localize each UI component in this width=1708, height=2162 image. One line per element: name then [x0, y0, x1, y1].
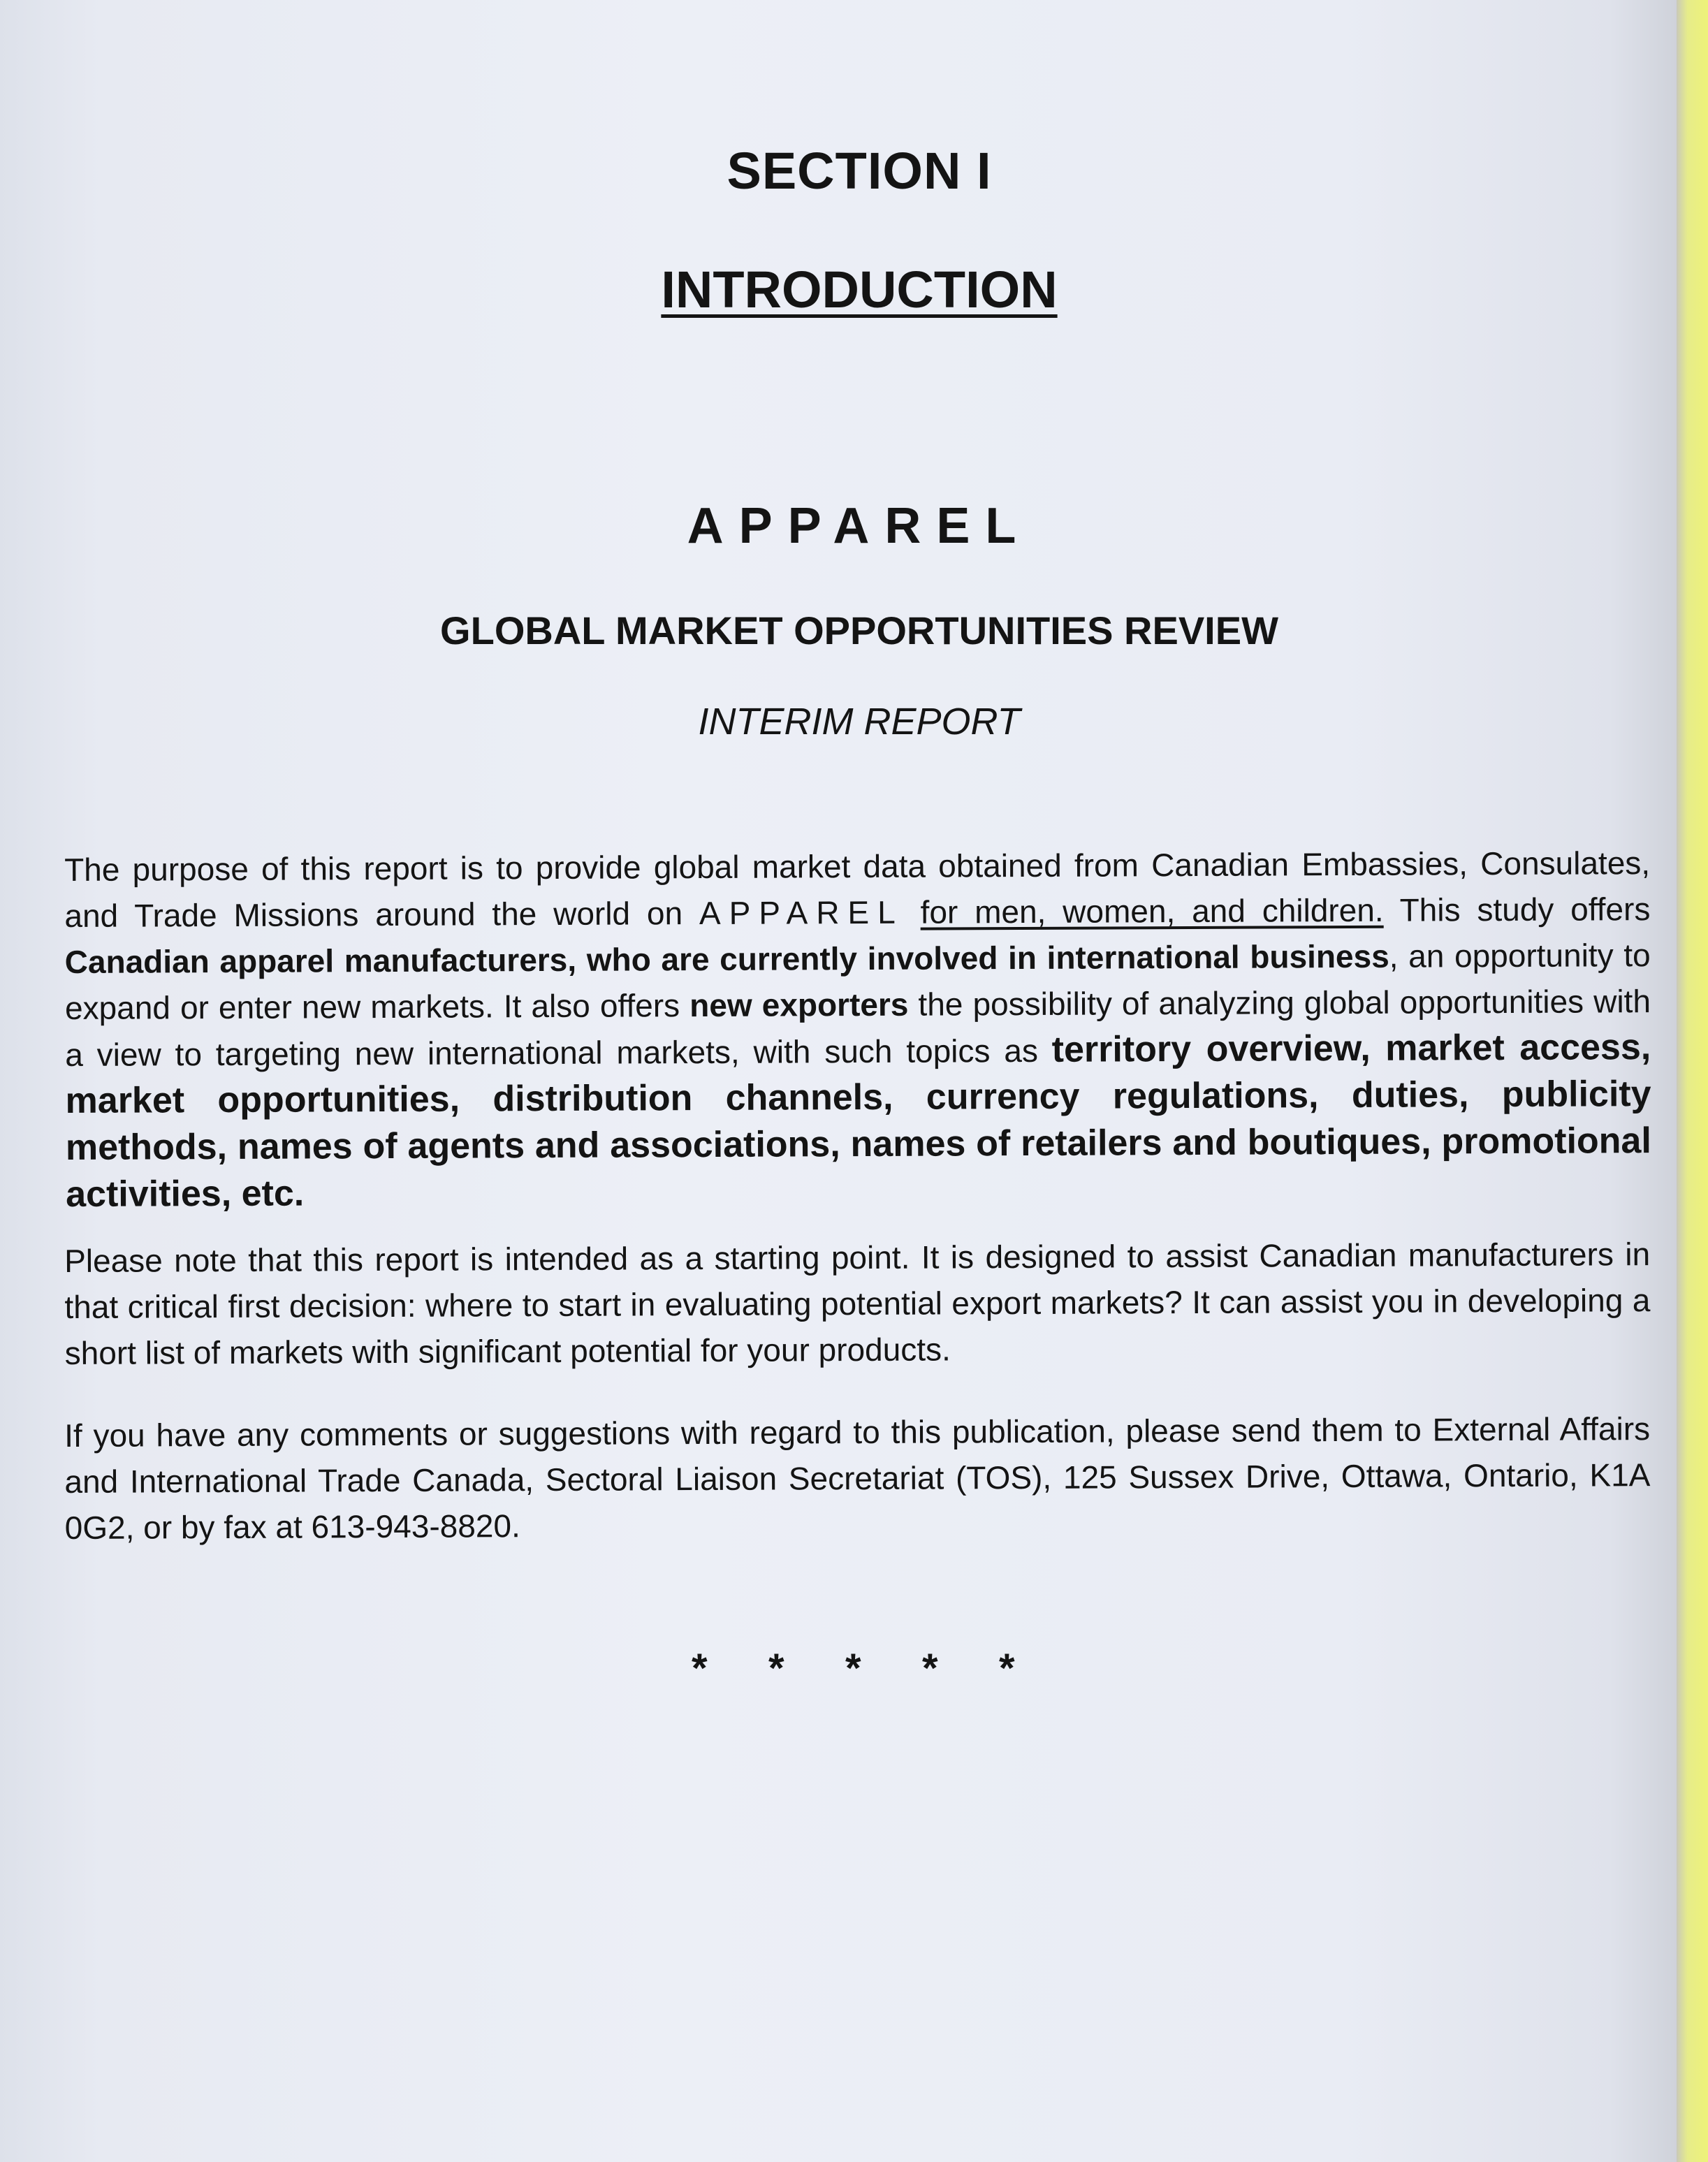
- section-heading: SECTION I: [727, 142, 992, 200]
- apparel-word: APPAREL: [699, 893, 904, 932]
- report-type: INTERIM REPORT: [698, 701, 1021, 743]
- star-4: *: [922, 1646, 938, 1691]
- introduction-heading: INTRODUCTION: [661, 261, 1058, 319]
- purpose-paragraph: [64, 840, 1651, 1218]
- target-manufacturers: Canadian apparel manufacturers, who are currently involved in international business: [64, 937, 1389, 980]
- purpose-text-3: , an opportunity to expand or enter new markets. It also offers: [64, 937, 1651, 1026]
- purpose-text-1: The purpose of this report is to provide global market data obtained from Canadian Embassies, Consulates, and Trade Missions around the world on: [64, 845, 1651, 934]
- star-1: *: [692, 1646, 708, 1691]
- star-2: *: [768, 1646, 784, 1691]
- contact-paragraph: If you have any comments or suggestions with regard to this publication, please send them to External Affairs and International Trade Canada, Sectoral Liaison Secretariat (TOS), 125 Sussex Drive, Ottawa, Ontario, K1A 0G2, or by fax at 613-943-8820.: [64, 1410, 1651, 1546]
- document-subtitle: GLOBAL MARKET OPPORTUNITIES REVIEW: [440, 608, 1278, 652]
- star-3: *: [845, 1646, 861, 1691]
- purpose-text-2: This study offers: [1383, 891, 1651, 928]
- paper-edge-strip: [1677, 0, 1708, 2162]
- document-title: APPAREL: [687, 498, 1032, 554]
- purpose-text-4: the possibility of analyzing global opportunities with a view to targeting new international markets, with such topics as: [65, 983, 1651, 1073]
- star-5: *: [999, 1646, 1015, 1691]
- starting-point-paragraph: Please note that this report is intended as a starting point. It is designed to assist Canadian manufacturers in that critical first decision: where to start in evaluating potential export markets? It can assist you in developing a short list of markets with significant potential for your products.: [64, 1236, 1651, 1371]
- topics-list: territory overview, market access, market opportunities, distribution channels, currency regulations, duties, publicity methods, names of agents and associations, names of retailers and boutiques, promotional activities, etc.: [65, 1027, 1651, 1215]
- new-exporters: new exporters: [689, 986, 909, 1024]
- separator-stars: [692, 1645, 1076, 1692]
- audience-phrase: for men, women, and children.: [920, 891, 1384, 930]
